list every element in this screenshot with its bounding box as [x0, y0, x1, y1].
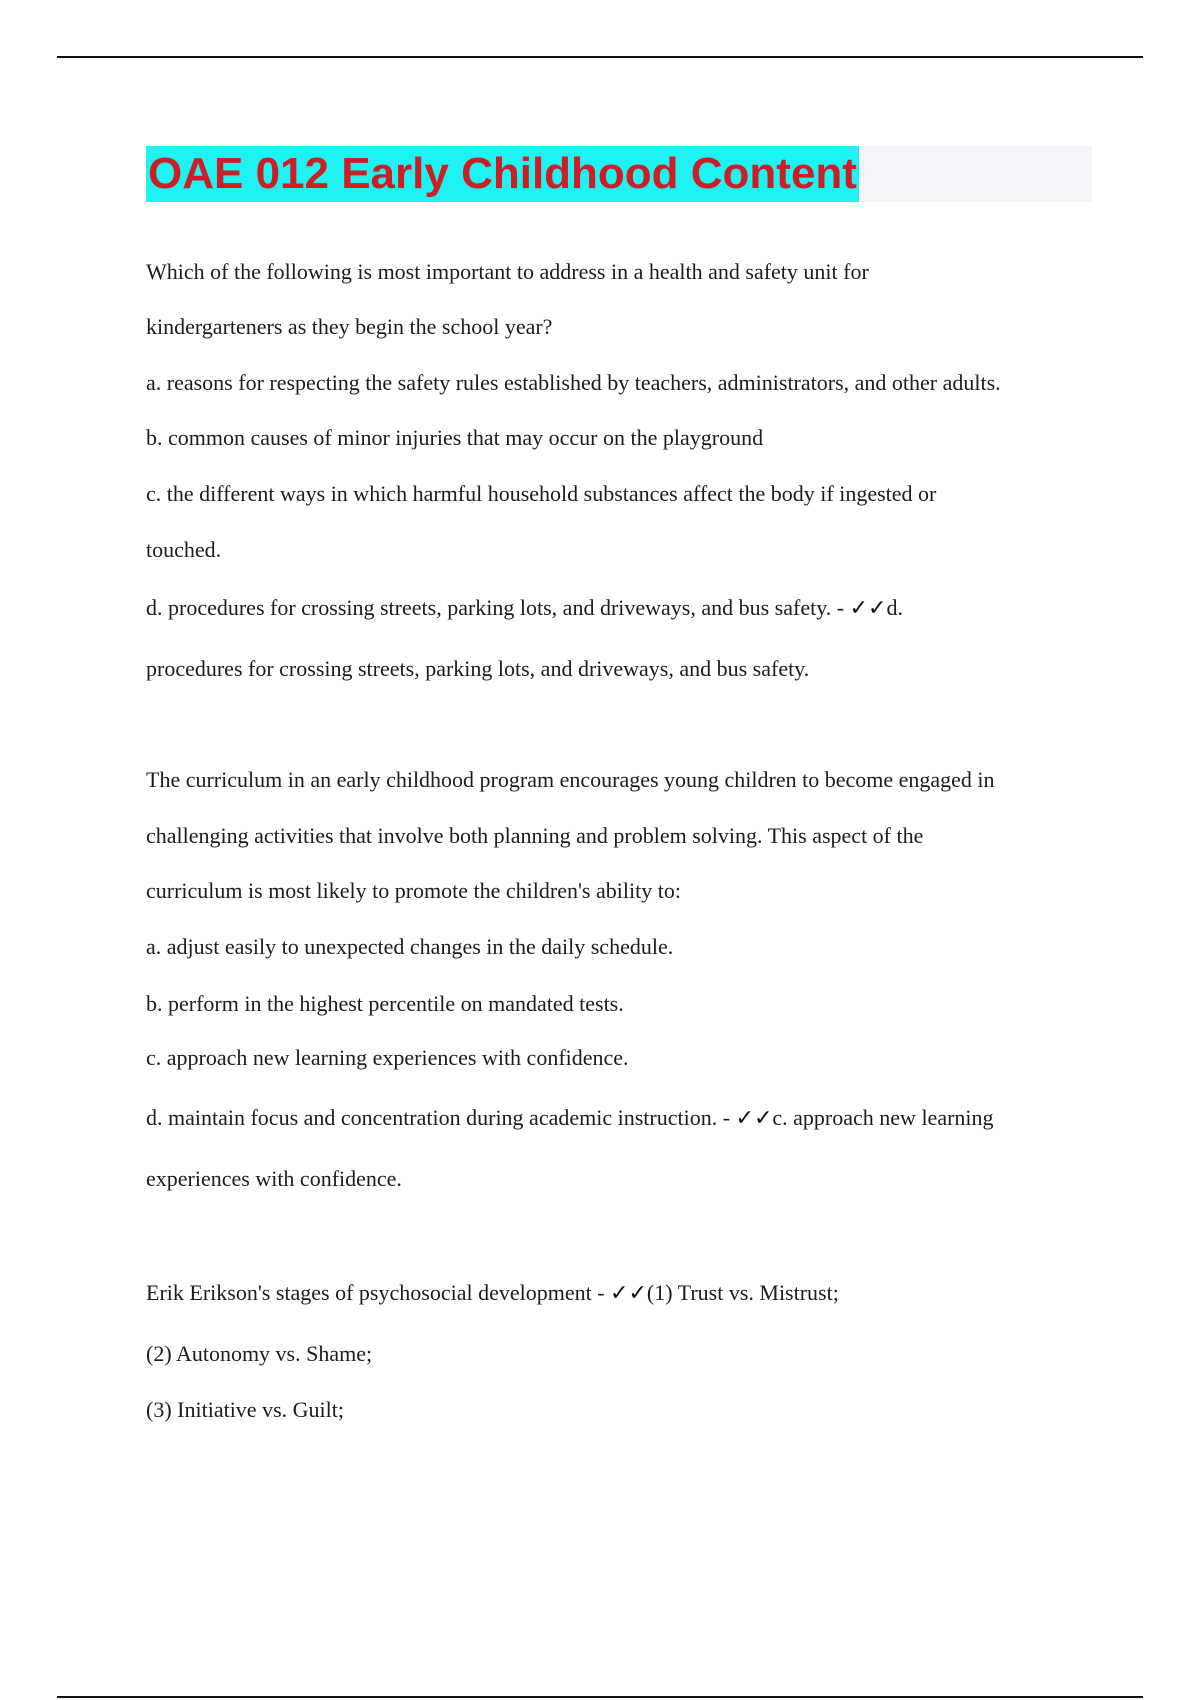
q2-answer-continued: experiences with confidence.: [146, 1166, 402, 1191]
check-icon: ✓✓: [735, 1106, 773, 1131]
q2-answer: c. approach new learning: [772, 1105, 994, 1130]
check-icon: ✓✓: [849, 596, 887, 621]
q1-option-a: a. reasons for respecting the safety rules established by teachers, administrators, and other adults.: [146, 370, 1001, 395]
q1-answer-line: [146, 594, 903, 623]
q1-stem-line-2: kindergarteners as they begin the school year?: [146, 314, 553, 339]
q1-option-b: b. common causes of minor injuries that may occur on the playground: [146, 425, 764, 450]
q2-option-c: c. approach new learning experiences with confidence.: [146, 1045, 629, 1070]
q1-answer: d.: [886, 595, 903, 620]
q3-term: Erik Erikson's stages of psychosocial development -: [146, 1280, 611, 1305]
q3-answer-line: [146, 1279, 839, 1308]
check-icon: ✓✓: [610, 1281, 647, 1306]
top-rule: [57, 56, 1143, 58]
q2-stem-line-2: challenging activities that involve both planning and problem solving. This aspect of the: [146, 823, 924, 848]
q3-answer: (1) Trust vs. Mistrust;: [646, 1280, 839, 1305]
q1-option-d: d. procedures for crossing streets, parking lots, and driveways, and bus safety. -: [146, 595, 850, 620]
q2-answer-line: [146, 1104, 994, 1133]
q3-answer-line-3: (3) Initiative vs. Guilt;: [146, 1397, 344, 1422]
q1-answer-continued: procedures for crossing streets, parking lots, and driveways, and bus safety.: [146, 656, 810, 681]
q3-answer-line-2: (2) Autonomy vs. Shame;: [146, 1341, 373, 1366]
q2-option-b: b. perform in the highest percentile on mandated tests.: [146, 991, 624, 1016]
page-title: OAE 012 Early Childhood Content: [146, 146, 859, 202]
q2-stem-line-1: The curriculum in an early childhood program encourages young children to become engaged in: [146, 767, 995, 792]
q2-stem-line-3: curriculum is most likely to promote the children's ability to:: [146, 878, 681, 903]
bottom-rule: [57, 1696, 1143, 1698]
q1-option-c: c. the different ways in which harmful household substances affect the body if ingested or: [146, 481, 937, 506]
q2-option-a: a. adjust easily to unexpected changes in the daily schedule.: [146, 934, 674, 959]
q2-option-d: d. maintain focus and concentration during academic instruction. -: [146, 1105, 736, 1130]
q1-option-c-continued: touched.: [146, 537, 222, 562]
q1-stem-line-1: Which of the following is most important to address in a health and safety unit for: [146, 259, 869, 284]
